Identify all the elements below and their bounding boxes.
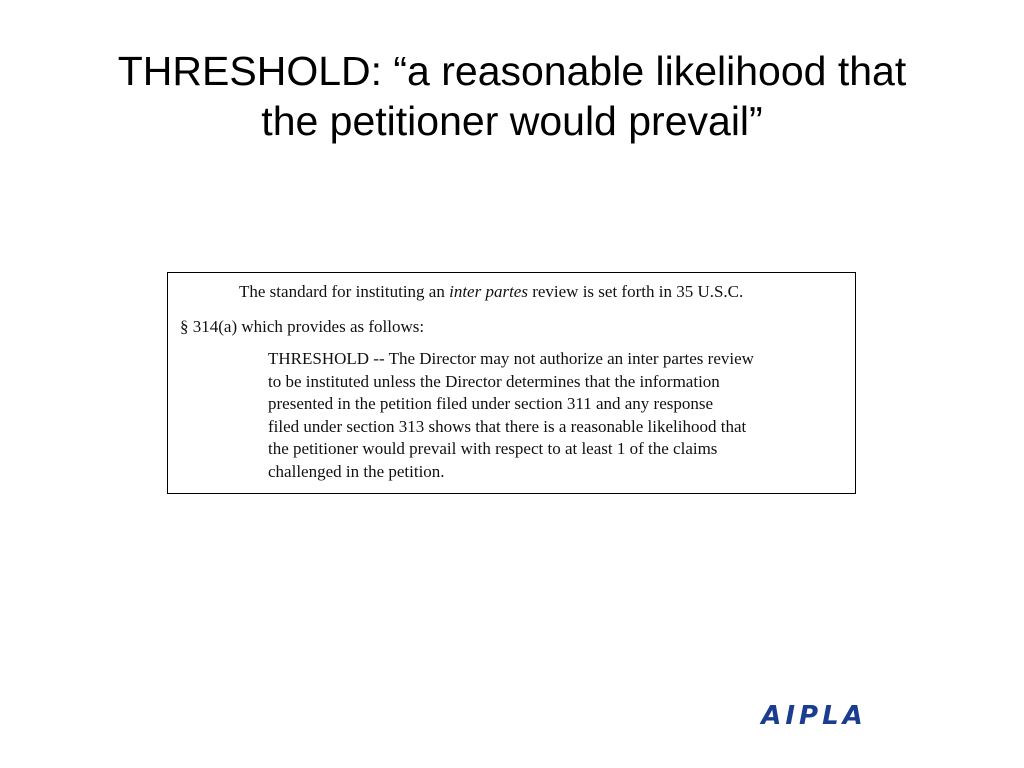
excerpt-intro-line-2: § 314(a) which provides as follows: — [180, 317, 425, 336]
quote-line: THRESHOLD -- The Director may not authorize an inter partes review — [268, 349, 754, 368]
quote-line: filed under section 313 shows that there is a reasonable likelihood that — [268, 416, 747, 436]
intro-text-italic: inter partes — [449, 282, 528, 301]
aipla-logo — [733, 700, 895, 730]
excerpt-intro-line-1 — [239, 282, 743, 302]
intro-text-before: The standard for instituting an — [239, 282, 450, 301]
slide-title-line-2: the petitioner would prevail” — [261, 98, 763, 144]
aipla-logo-text: AIPLA — [761, 701, 867, 730]
quote-line: to be instituted unless the Director determines that the information — [268, 371, 720, 391]
intro-text-after: review is set forth in 35 U.S.C. — [527, 282, 744, 301]
slide-title — [40, 46, 984, 146]
quote-line: presented in the petition filed under section 311 and any response — [268, 394, 714, 413]
quote-line: the petitioner would prevail with respect to at least 1 of the claims — [268, 439, 718, 458]
quote-line: challenged in the petition. — [268, 461, 445, 481]
statute-excerpt-box — [167, 272, 856, 494]
statute-quote — [268, 348, 848, 483]
slide-title-line-1: THRESHOLD: “a reasonable likelihood that — [117, 48, 907, 94]
